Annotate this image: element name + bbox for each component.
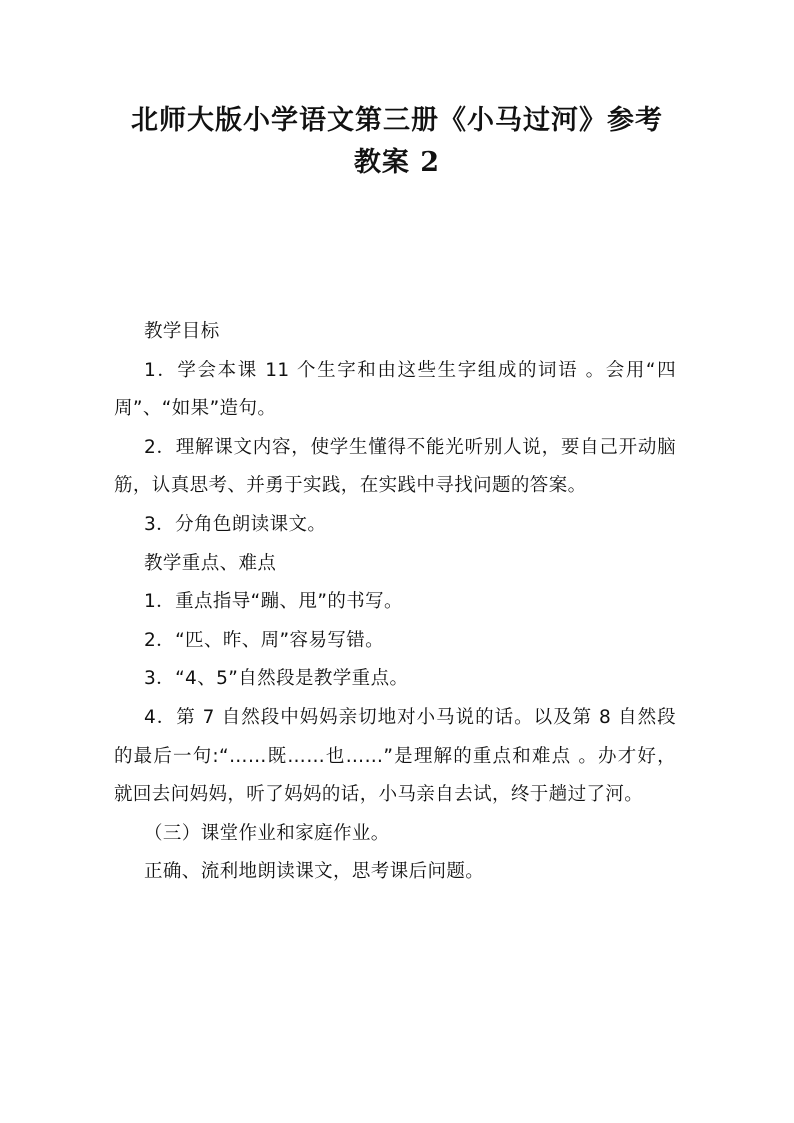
objective-item-2: 2．理解课文内容，使学生懂得不能光听别人说，要自己开动脑筋，认真思考、并勇于实践，在实践中寻找问题的答案。 xyxy=(114,436,676,497)
document-title xyxy=(110,100,684,184)
section-heading-objectives: 教学目标 xyxy=(144,321,220,342)
key-point-item-4: 4．第 7 自然段中妈妈亲切地对小马说的话。以及第 8 自然段的最后一句:“……既……也……”是理解的重点和难点 。办才好，就回去问妈妈，听了妈妈的话，小马亲自去试，终于趟过了河。 xyxy=(114,706,676,806)
key-point-item-1: 1．重点指导“蹦、甩”的书写。 xyxy=(144,591,403,613)
objective-item-3: 3．分角色朗读课文。 xyxy=(144,513,327,535)
key-point-item-3: 3．“4、5”自然段是教学重点。 xyxy=(144,668,409,690)
section-heading-homework: （三）课堂作业和家庭作业。 xyxy=(144,822,390,844)
key-point-item-2: 2．“匹、昨、周”容易写错。 xyxy=(144,629,385,651)
document-body xyxy=(114,313,676,892)
title-line-2: 教案 2 xyxy=(353,147,441,178)
title-line-1: 北师大版小学语文第三册《小马过河》参考 xyxy=(131,105,663,136)
homework-item: 正确、流利地朗读课文，思考课后问题。 xyxy=(144,861,485,883)
objective-item-1: 1．学会本课 11 个生字和由这些生字组成的词语 。会用“四周”、“如果”造句。 xyxy=(114,359,676,420)
section-heading-key-points: 教学重点、难点 xyxy=(144,552,277,574)
